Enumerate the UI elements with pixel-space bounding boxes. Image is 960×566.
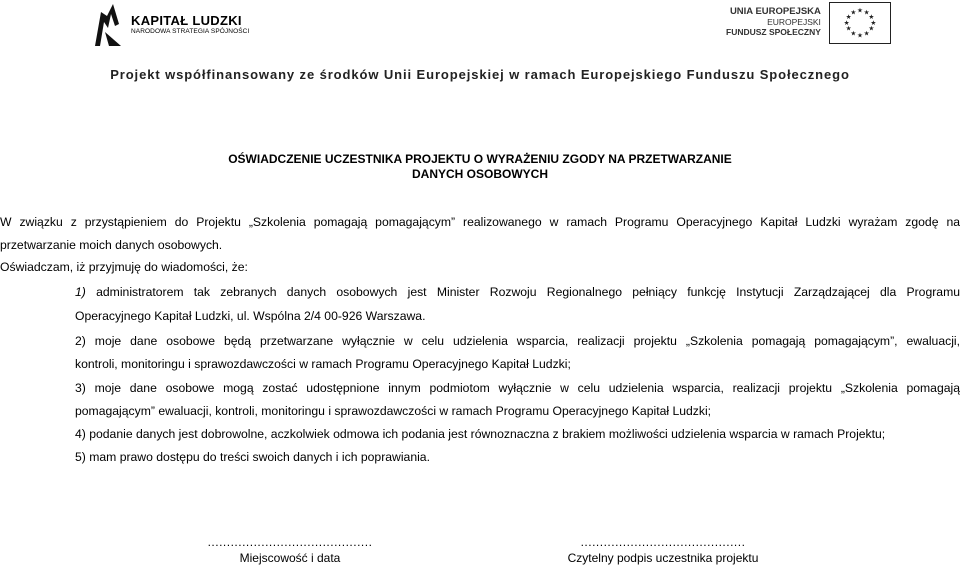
cofinancing-header: Projekt współfinansowany ze środków Unii Europejskiej w ramach Europejskiego Funduszu Społecznego xyxy=(110,67,850,82)
svg-text:★: ★ xyxy=(845,13,852,22)
list-item-3-line2: pomagającym” ewaluacji, kontroli, monitoringu i sprawozdawczości w ramach Programu Operacyjnego Kapitał Ludzki; xyxy=(75,404,712,418)
eu-logo-line3: FUNDUSZ SPOŁECZNY xyxy=(726,27,821,37)
signature-participant xyxy=(548,534,778,566)
list-item-2-line2: kontroli, monitoringu i sprawozdawczości w ramach Programu Operacyjnego Kapitał Ludzki; xyxy=(75,357,571,371)
document-title-line2: DANYCH OSOBOWYCH xyxy=(411,167,548,181)
kapital-ludzki-title: KAPITAŁ LUDZKI xyxy=(131,13,242,28)
intro-line1: W związku z przystąpieniem do Projektu „Szkolenia pomagają pomagającym” realizowanego w ramach Programu Operacyjnego Kapitał Ludzki wyrażam zgodę na xyxy=(0,215,960,229)
svg-text:★: ★ xyxy=(868,24,875,33)
list-item-4: 4) podanie danych jest dobrowolne, aczkolwiek odmowa ich podania jest równoznaczna z brakiem możliwości udzielenia wsparcia w ramach Projektu; xyxy=(75,427,886,441)
list-item-1-number: 1) xyxy=(75,285,86,299)
signature-place-date xyxy=(190,534,390,566)
document-title xyxy=(0,152,960,182)
svg-text:★: ★ xyxy=(863,29,870,38)
signature-participant-dots: ........................................... xyxy=(580,535,746,549)
signature-place-date-label: Miejscowość i data xyxy=(239,551,341,565)
kapital-ludzki-logo-icon xyxy=(93,2,123,48)
svg-text:★: ★ xyxy=(870,18,877,27)
list-item-1-line1 xyxy=(75,281,960,303)
svg-text:★: ★ xyxy=(845,24,852,33)
signature-place-date-dots: ........................................... xyxy=(207,535,373,549)
svg-text:★: ★ xyxy=(843,18,850,27)
intro-line2: przetwarzanie moich danych osobowych. xyxy=(0,238,223,252)
intro-line3: Oświadczam, iż przyjmuję do wiadomości, że: xyxy=(0,260,248,274)
svg-text:★: ★ xyxy=(856,31,863,40)
list-item-3-line1: 3) moje dane osobowe mogą zostać udostępnione innym podmiotom wyłącznie w celu udzielenia wsparcia, realizacji projektu „Szkolenia pomagają xyxy=(75,381,960,395)
kapital-ludzki-logo xyxy=(93,2,249,48)
eu-logo xyxy=(726,2,891,44)
svg-text:★: ★ xyxy=(868,13,875,22)
list-item-1-line2: Operacyjnego Kapitał Ludzki, ul. Wspólna 2/4 00-926 Warszawa. xyxy=(75,309,426,323)
list-item-1-text: administratorem tak zebranych danych osobowych jest Minister Rozwoju Regionalnego pełniący funkcję Instytucji Zarządzającej dla Programu xyxy=(96,285,960,299)
svg-text:★: ★ xyxy=(856,6,863,15)
eu-logo-line2: EUROPEJSKI xyxy=(767,17,821,27)
eu-flag-icon xyxy=(829,2,891,44)
svg-text:★: ★ xyxy=(863,8,870,17)
eu-logo-line1: UNIA EUROPEJSKA xyxy=(729,6,821,17)
signature-participant-label: Czytelny podpis uczestnika projektu xyxy=(567,551,759,565)
document-title-line1: OŚWIADCZENIE UCZESTNIKA PROJEKTU O WYRAŻENIU ZGODY NA PRZETWARZANIE xyxy=(228,152,732,166)
list-item-5: 5) mam prawo dostępu do treści swoich danych i ich poprawiania. xyxy=(75,450,430,464)
kapital-ludzki-subtitle: NARODOWA STRATEGIA SPÓJNOŚCI xyxy=(131,28,250,35)
svg-text:★: ★ xyxy=(850,29,857,38)
svg-text:★: ★ xyxy=(850,8,857,17)
list-item-2-line1: 2) moje dane osobowe będą przetwarzane wyłącznie w celu udzielenia wsparcia, realizacji projektu „Szkolenia pomagają pomagającym”, ewaluacji, xyxy=(75,334,960,348)
